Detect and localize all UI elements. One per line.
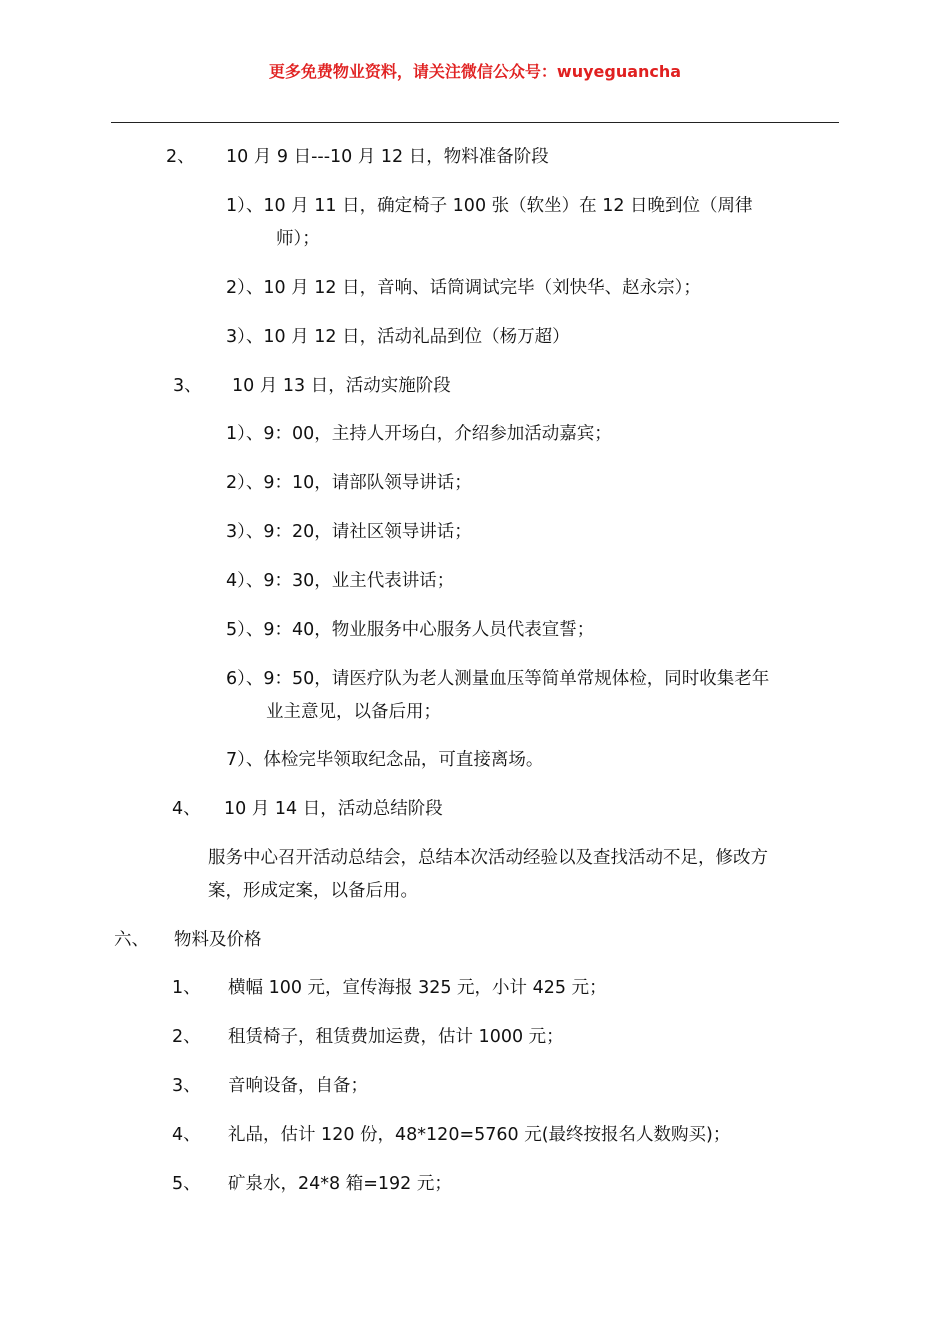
list-item: 2）、10 月 12 日，音响、话筒调试完毕（刘快华、赵永宗）； bbox=[226, 278, 701, 298]
material-item: 音响设备，自备； bbox=[228, 1076, 368, 1096]
list-item: 1）、9：00，主持人开场白，介绍参加活动嘉宾； bbox=[226, 424, 612, 444]
section-number: 4、 bbox=[172, 799, 201, 819]
chapter-title: 物料及价格 bbox=[174, 930, 262, 950]
material-item: 横幅 100 元，宣传海报 325 元，小计 425 元； bbox=[228, 978, 607, 998]
list-item: 2）、9：10，请部队领导讲话； bbox=[226, 473, 472, 493]
material-number: 3、 bbox=[172, 1076, 201, 1096]
material-number: 4、 bbox=[172, 1125, 201, 1145]
material-number: 5、 bbox=[172, 1174, 201, 1194]
material-number: 1、 bbox=[172, 978, 201, 998]
list-item: 7）、体检完毕领取纪念品，可直接离场。 bbox=[226, 750, 544, 770]
list-item: 3）、9：20，请社区领导讲话； bbox=[226, 522, 472, 542]
body-paragraph: 服务中心召开活动总结会，总结本次活动经验以及查找活动不足，修改方 bbox=[208, 848, 768, 868]
section-title: 10 月 9 日---10 月 12 日，物料准备阶段 bbox=[226, 147, 549, 167]
promo-banner: 更多免费物业资料，请关注微信公众号：wuyeguancha bbox=[268, 62, 682, 81]
material-item: 礼品，估计 120 份，48*120=5760 元(最终按报名人数购买)； bbox=[228, 1125, 731, 1145]
chapter-number: 六、 bbox=[114, 930, 149, 950]
list-item-continuation: 师）； bbox=[276, 229, 320, 249]
section-title: 10 月 13 日，活动实施阶段 bbox=[232, 376, 451, 396]
section-number: 3、 bbox=[173, 376, 202, 396]
list-item: 5）、9：40，物业服务中心服务人员代表宣誓； bbox=[226, 620, 595, 640]
list-item: 6）、9：50，请医疗队为老人测量血压等简单常规体检，同时收集老年 bbox=[226, 669, 770, 689]
section-number: 2、 bbox=[166, 147, 195, 167]
list-item: 3）、10 月 12 日，活动礼品到位（杨万超） bbox=[226, 327, 570, 347]
section-title: 10 月 14 日，活动总结阶段 bbox=[224, 799, 443, 819]
list-item-continuation: 业主意见，以备后用； bbox=[266, 702, 441, 722]
material-item: 矿泉水，24*8 箱=192 元； bbox=[228, 1174, 452, 1194]
material-item: 租赁椅子，租赁费加运费，估计 1000 元； bbox=[228, 1027, 564, 1047]
material-number: 2、 bbox=[172, 1027, 201, 1047]
header-rule bbox=[111, 122, 839, 123]
list-item: 1）、10 月 11 日，确定椅子 100 张（软坐）在 12 日晚到位（周律 bbox=[226, 196, 753, 216]
body-paragraph-continuation: 案，形成定案，以备后用。 bbox=[208, 881, 418, 901]
list-item: 4）、9：30，业主代表讲话； bbox=[226, 571, 455, 591]
